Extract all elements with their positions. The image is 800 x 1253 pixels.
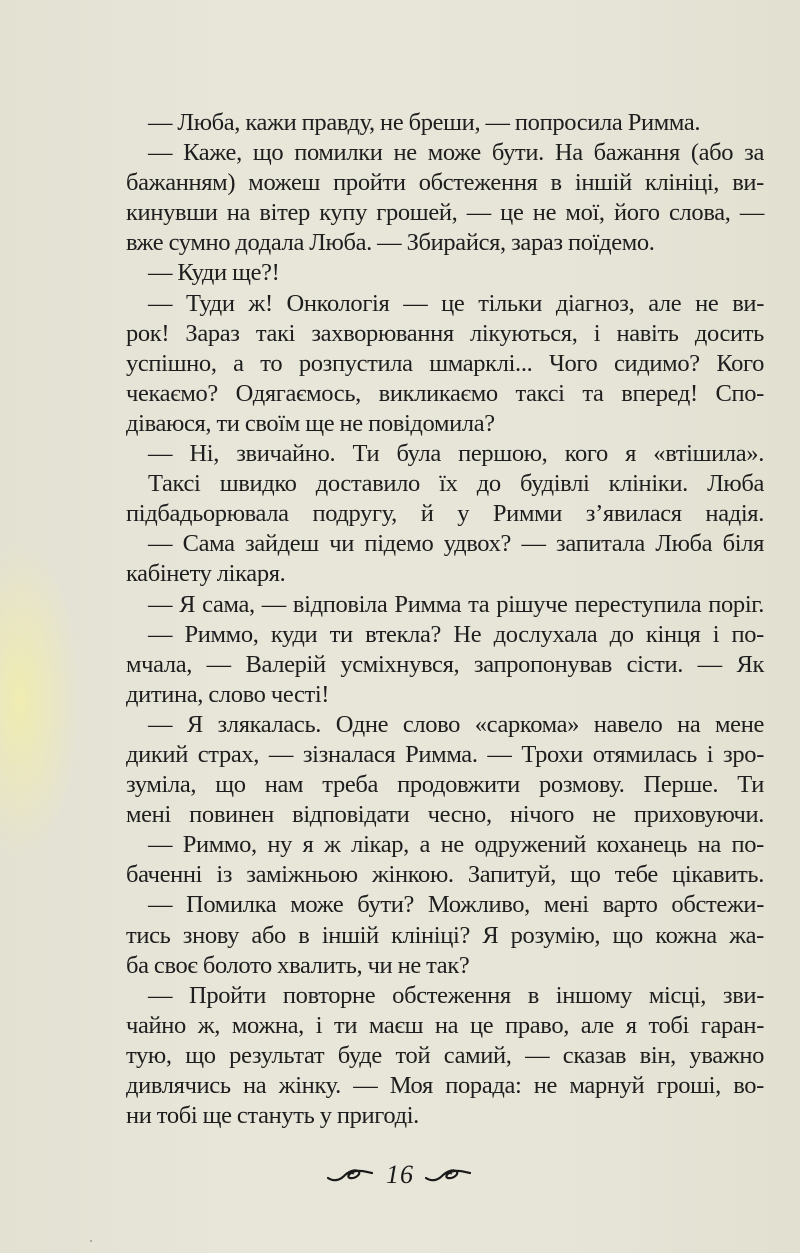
- text-line: вже сумно додала Люба. — Збирайся, зараз поїдемо.: [126, 229, 655, 257]
- text-line: баченні із заміжньою жінкою. Запитуй, що тебе цікавить.: [126, 861, 764, 889]
- text-line: тись знову або в іншій клініці? Я розумію, що кожна жа-: [126, 921, 764, 949]
- text-line: успішно, а то розпустила шмарклі... Чого сидимо? Кого: [126, 349, 764, 377]
- text-line: — Каже, що помилки не може бути. На бажання (або за: [148, 139, 764, 167]
- text-line: рок! Зараз такі захворювання лікуються, і навіть досить: [126, 319, 764, 347]
- text-line: дикий страх, — зізналася Римма. — Трохи отямилась і зро-: [126, 740, 764, 768]
- text-line: ни тобі ще стануть у пригоді.: [126, 1102, 419, 1130]
- text-line: підбадьорювала подругу, й у Римми з’явилася надія.: [126, 500, 764, 528]
- text-line: чайно ж, можна, і ти маєш на це право, але я тобі гаран-: [126, 1011, 764, 1039]
- text-line: зуміла, що нам треба продовжити розмову. Перше. Ти: [126, 771, 764, 799]
- flourish-right-icon: [424, 1166, 474, 1184]
- page-footer: [0, 1160, 800, 1190]
- text-line: — Я злякалась. Одне слово «саркома» навело на мене: [148, 710, 764, 738]
- text-line: кинувши на вітер купу грошей, — це не мої, його слова, —: [126, 199, 764, 227]
- paper-speck: [90, 1240, 92, 1242]
- text-line: — Туди ж! Онкологія — це тільки діагноз, але не ви-: [148, 289, 764, 317]
- flourish-left-icon: [326, 1166, 376, 1184]
- body-text: [126, 108, 764, 1131]
- text-line: бажанням) можеш пройти обстеження в іншій клініці, ви-: [126, 169, 764, 197]
- text-line: тую, що результат буде той самий, — сказав він, уважно: [126, 1041, 764, 1069]
- page-number: 16: [386, 1160, 414, 1189]
- text-line: — Помилка може бути? Можливо, мені варто обстежи-: [148, 891, 764, 919]
- text-line: дивлячись на жінку. — Моя порада: не марнуй гроші, во-: [126, 1072, 764, 1099]
- text-line: — Пройти повторне обстеження в іншому місці, зви-: [148, 981, 764, 1009]
- text-line: — Люба, кажи правду, не бреши, — попросила Римма.: [148, 109, 701, 136]
- text-line: — Я сама, — відповіла Римма та рішуче переступила поріг.: [148, 590, 764, 618]
- text-line: — Риммо, куди ти втекла? Не дослухала до кінця і по-: [148, 620, 764, 648]
- text-line: діваюся, ти своїм ще не повідомила?: [126, 409, 495, 437]
- text-line: чекаємо? Одягаємось, викликаємо таксі та вперед! Спо-: [126, 379, 764, 407]
- book-page-text: [126, 108, 764, 1131]
- text-line: — Ні, звичайно. Ти була першою, кого я «втішила».: [148, 440, 764, 468]
- text-line: — Куди ще?!: [148, 259, 280, 287]
- text-line: дитина, слово честі!: [126, 680, 330, 708]
- text-line: ба своє болото хвалить, чи не так?: [126, 951, 470, 979]
- text-line: — Риммо, ну я ж лікар, а не одружений коханець на по-: [148, 831, 764, 859]
- text-line: — Сама зайдеш чи підемо удвох? — запитала Люба біля: [148, 530, 764, 558]
- text-line: Таксі швидко доставило їх до будівлі клініки. Люба: [148, 470, 764, 498]
- text-line: кабінету лікаря.: [126, 560, 286, 588]
- text-line: мені повинен відповідати чесно, нічого не приховуючи.: [126, 801, 764, 829]
- text-line: мчала, — Валерій усміхнувся, запропонував сісти. — Як: [126, 650, 764, 678]
